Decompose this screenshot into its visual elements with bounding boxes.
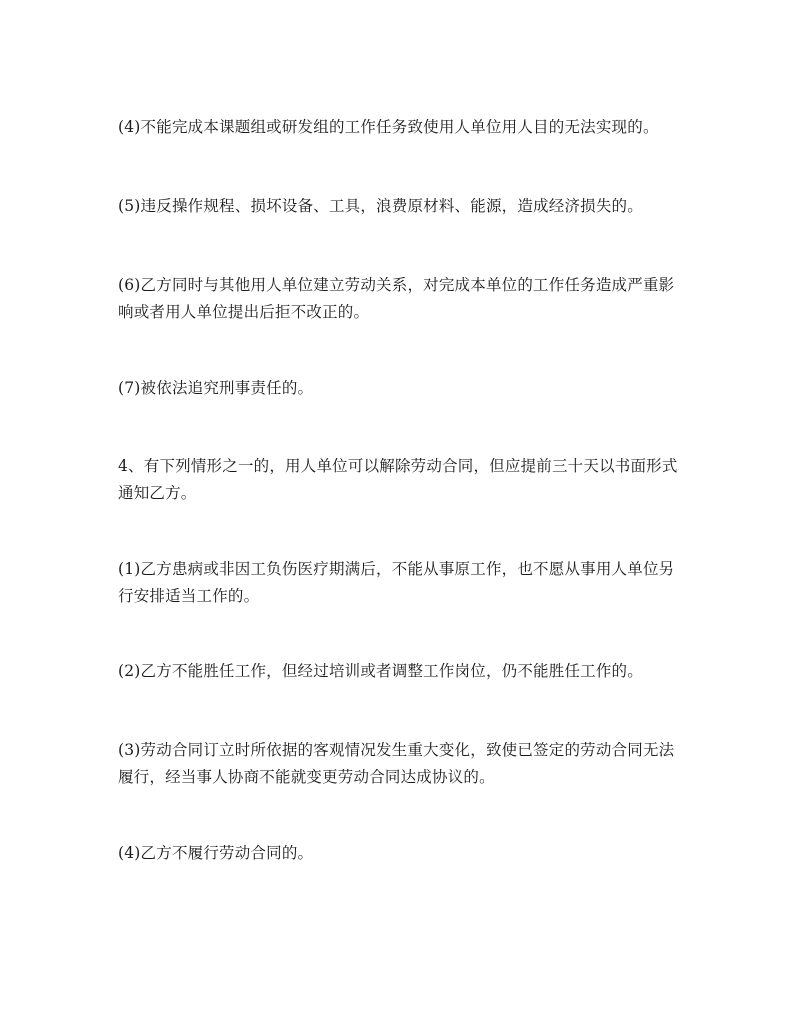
section-4-item-3: (3)劳动合同订立时所依据的客观情况发生重大变化，致使已签定的劳动合同无法履行，经当事人协商不能就变更劳动合同达成协议的。 [118, 741, 675, 786]
clause-item-6: (6)乙方同时与其他用人单位建立劳动关系，对完成本单位的工作任务造成严重影响或者用人单位提出后拒不改正的。 [118, 276, 675, 321]
section-4-item-4: (4)乙方不履行劳动合同的。 [118, 844, 314, 862]
section-4-item-1: (1)乙方患病或非因工负伤医疗期满后，不能从事原工作，也不愿从事用人单位另行安排适当工作的。 [118, 560, 675, 605]
clause-item-5: (5)违反操作规程、损坏设备、工具，浪费原材料、能源，造成经济损失的。 [118, 197, 643, 215]
section-4-item-2: (2)乙方不能胜任工作，但经过培训或者调整工作岗位，仍不能胜任工作的。 [118, 662, 643, 680]
section-4-heading: 4、有下列情形之一的，用人单位可以解除劳动合同，但应提前三十天以书面形式通知乙方。 [118, 457, 678, 502]
clause-item-7: (7)被依法追究刑事责任的。 [118, 379, 314, 397]
clause-item-4: (4)不能完成本课题组或研发组的工作任务致使用人单位用人目的无法实现的。 [118, 118, 659, 136]
